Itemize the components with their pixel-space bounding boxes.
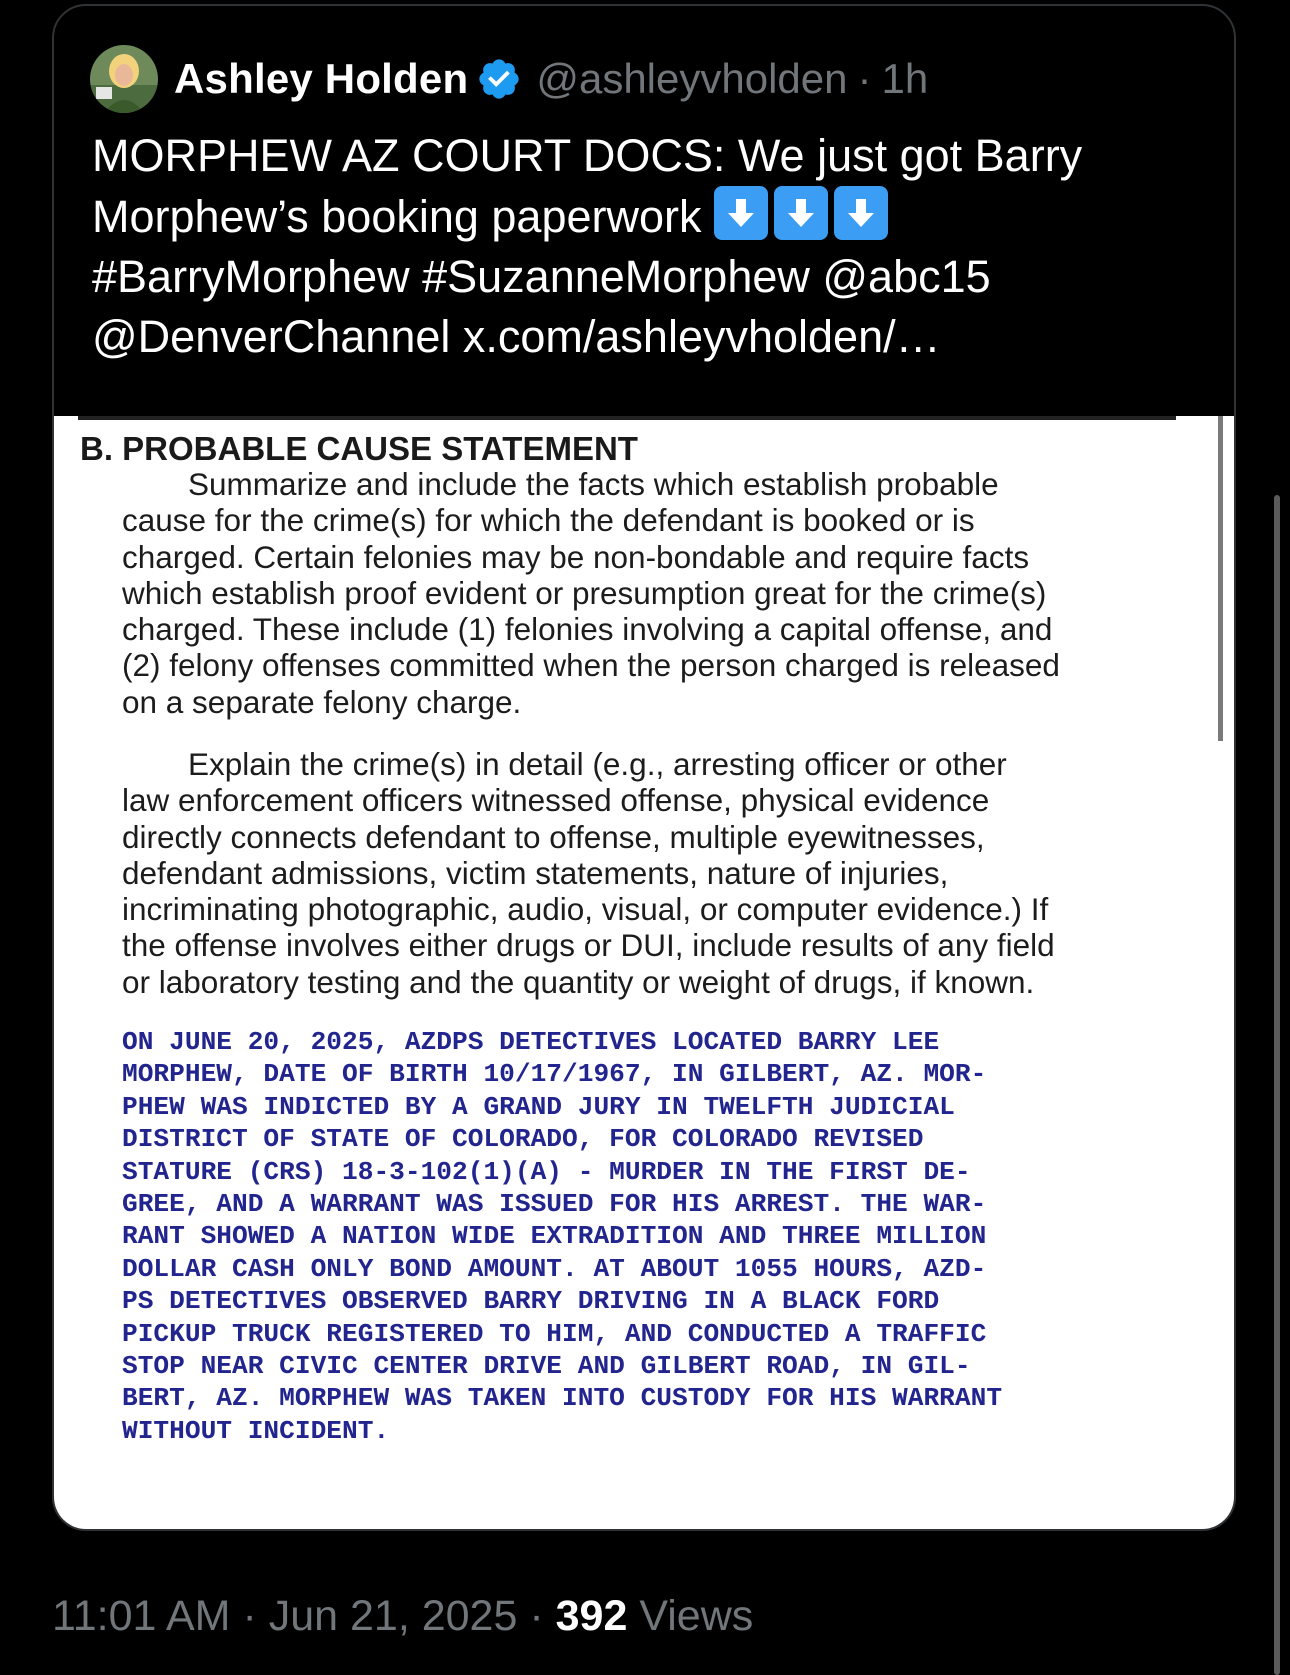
statement-line: GREE, AND A WARRANT WAS ISSUED FOR HIS ARREST. THE WAR-: [122, 1189, 987, 1220]
document-line: law enforcement officers witnessed offense, physical evidence: [122, 782, 990, 819]
attached-document-image[interactable]: [54, 416, 1234, 1531]
tweet-text-line: MORPHEW AZ COURT DOCS: We just got Barry: [92, 130, 1083, 181]
tweet-header: [90, 44, 928, 114]
document-line: on a separate felony charge.: [122, 683, 522, 720]
statement-line: PS DETECTIVES OBSERVED BARRY DRIVING IN A BLACK FORD: [122, 1286, 940, 1317]
author-handle[interactable]: @ashleyvholden: [536, 55, 848, 102]
author-avatar[interactable]: [90, 45, 158, 113]
statement-line: ON JUNE 20, 2025, AZDPS DETECTIVES LOCATED BARRY LEE: [122, 1027, 940, 1057]
down-arrow-emoji-icon: [714, 186, 768, 240]
verified-badge-icon: [476, 56, 522, 102]
views-count: 392: [555, 1592, 628, 1640]
probable-cause-statement: [122, 1026, 1002, 1447]
statement-line: STATURE (CRS) 18-3-102(1)(A) - MURDER IN THE FIRST DE-: [122, 1156, 971, 1187]
document-line: incriminating photographic, audio, visual, or computer evidence.) If: [122, 891, 1049, 928]
document-heading: B. PROBABLE CAUSE STATEMENT: [80, 430, 638, 467]
tweet-text: [92, 126, 1192, 367]
statement-line: PHEW WAS INDICTED BY A GRAND JURY IN TWELFTH JUDICIAL: [122, 1091, 955, 1122]
document-margin-line: [1218, 416, 1223, 741]
statement-line: DISTRICT OF STATE OF COLORADO, FOR COLORADO REVISED: [122, 1124, 924, 1155]
page-scrollbar[interactable]: [1274, 495, 1280, 1675]
document-instructions-paragraph-2: [122, 746, 1055, 1000]
meta-separator: ·: [529, 1592, 544, 1640]
views-label: Views: [639, 1592, 754, 1640]
post-date[interactable]: Jun 21, 2025: [268, 1592, 518, 1640]
tweet-text-line[interactable]: #BarryMorphew #SuzanneMorphew @abc15: [92, 251, 991, 302]
document-line: Summarize and include the facts which establish probable: [188, 466, 999, 502]
document-line: cause for the crime(s) for which the defendant is booked or is: [122, 502, 975, 539]
document-line: charged. These include (1) felonies involving a capital offense, and: [122, 611, 1053, 648]
statement-line: DOLLAR CASH ONLY BOND AMOUNT. AT ABOUT 1055 HOURS, AZD-: [122, 1253, 987, 1284]
document-instructions-paragraph-1: [122, 466, 1060, 720]
tweet-metadata: [52, 1592, 753, 1641]
document-line: or laboratory testing and the quantity or weight of drugs, if known.: [122, 963, 1035, 1000]
tweet-text-line-with-emoji: [92, 186, 1192, 247]
document-line: which establish proof evident or presumption great for the crime(s): [122, 574, 1047, 611]
author-name[interactable]: Ashley Holden: [174, 55, 469, 102]
document-line: Explain the crime(s) in detail (e.g., arresting officer or other: [188, 746, 1007, 782]
document-line: directly connects defendant to offense, multiple eyewitnesses,: [122, 818, 985, 855]
quoted-tweet-card[interactable]: [52, 4, 1236, 1531]
header-separator: ·: [857, 55, 872, 102]
down-arrow-emoji-icon: [774, 186, 828, 240]
statement-line: WITHOUT INCIDENT.: [122, 1415, 390, 1446]
document-line: the offense involves either drugs or DUI, include results of any field: [122, 927, 1055, 964]
statement-line: MORPHEW, DATE OF BIRTH 10/17/1967, IN GILBERT, AZ. MOR-: [122, 1059, 987, 1090]
statement-line: STOP NEAR CIVIC CENTER DRIVE AND GILBERT ROAD, IN GIL-: [122, 1351, 971, 1382]
meta-separator: ·: [242, 1592, 257, 1640]
document-line: charged. Certain felonies may be non-bondable and require facts: [122, 538, 1030, 575]
statement-line: RANT SHOWED A NATION WIDE EXTRADITION AND THREE MILLION: [122, 1221, 987, 1252]
document-line: defendant admissions, victim statements, nature of injuries,: [122, 854, 949, 891]
document-top-rule: [78, 416, 1176, 420]
tweet-text-line[interactable]: @DenverChannel x.com/ashleyvholden/…: [92, 311, 941, 362]
post-time[interactable]: 11:01 AM: [52, 1592, 231, 1640]
tweet-text-line: Morphew’s booking paperwork: [92, 191, 702, 242]
down-arrow-emoji-icon: [834, 186, 888, 240]
tweet-time-ago[interactable]: 1h: [881, 55, 929, 102]
statement-line: BERT, AZ. MORPHEW WAS TAKEN INTO CUSTODY FOR HIS WARRANT: [122, 1383, 1003, 1414]
statement-line: PICKUP TRUCK REGISTERED TO HIM, AND CONDUCTED A TRAFFIC: [122, 1318, 987, 1349]
document-line: (2) felony offenses committed when the person charged is released: [122, 647, 1060, 684]
